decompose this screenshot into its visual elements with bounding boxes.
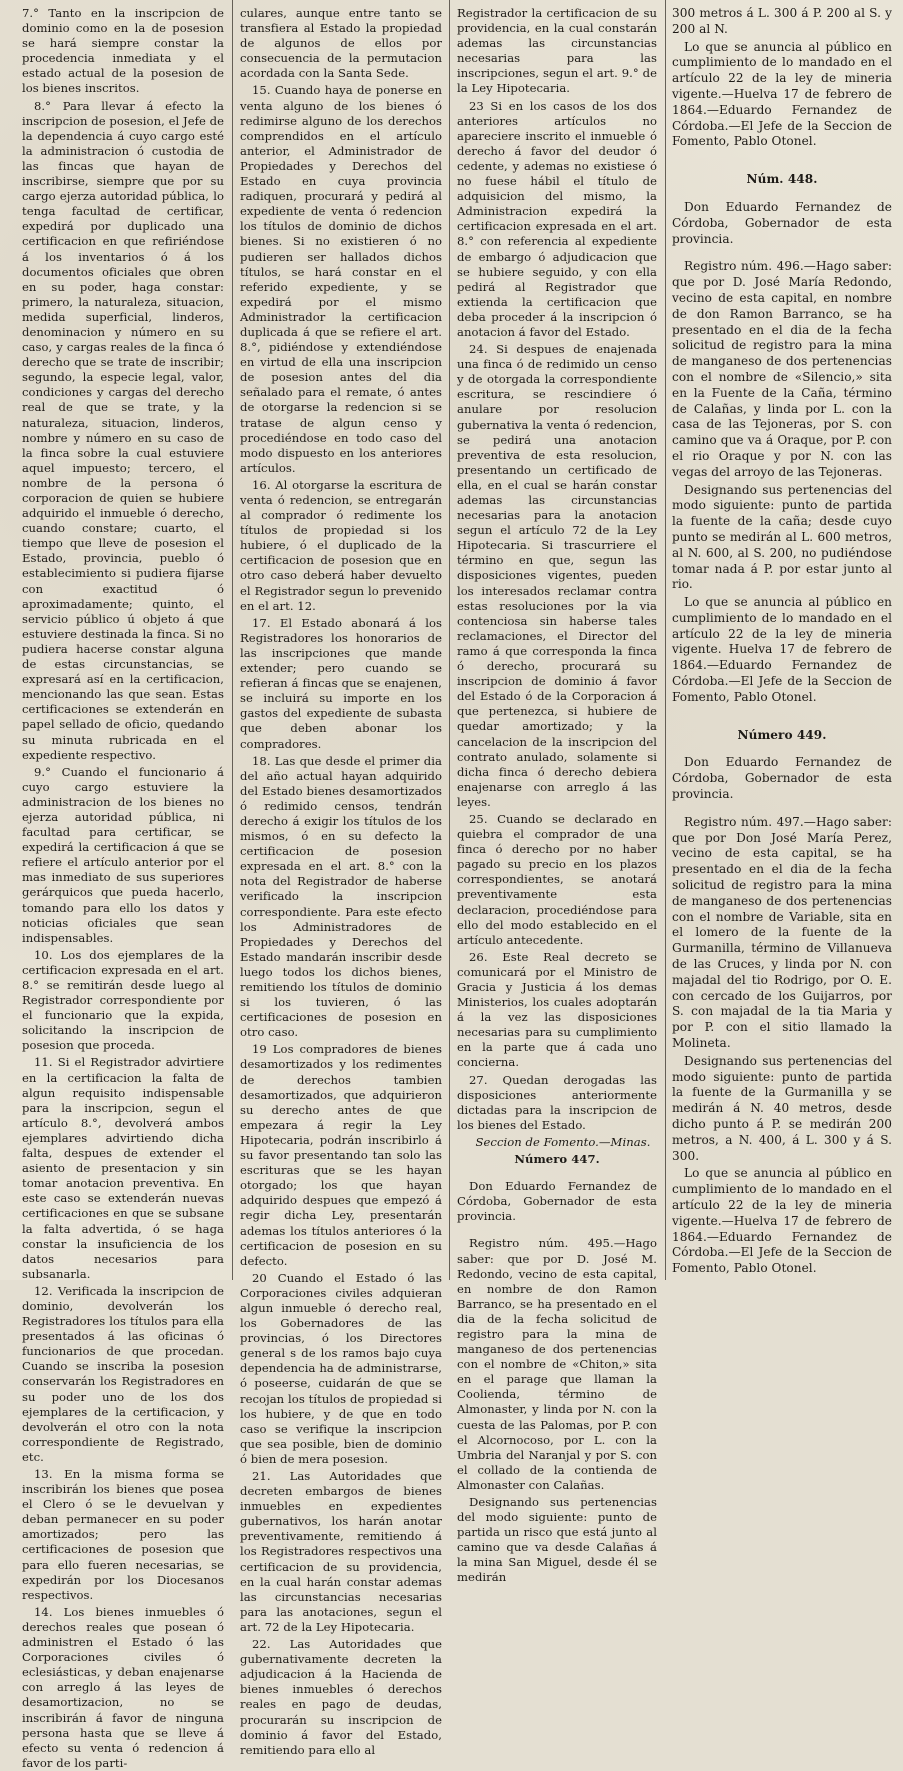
column-rule: [449, 0, 450, 1280]
notice-number: Núm. 448.: [746, 172, 818, 187]
governor-heading: Don Eduardo Fernandez de Córdoba, Gobernador de esta provincia.: [672, 199, 892, 246]
article-paragraph: 20 Cuando el Estado ó las Corporaciones civiles adquieran algun inmueble ó derecho real, los Gobernadores de las provincias, ó los Directores general s de los ramos bajo cuya dependencia ha de administrarse, ó poseerse, cuidarán de que se recojan los títulos de propiedad si los hubiere, y de que en todo caso se verifique la inscripcion que sea posible, bien de dominio ó bien de mera posesion.: [240, 1270, 442, 1466]
article-paragraph: 9.° Cuando el funcionario á cuyo cargo estuviere la administracion de los bienes no ejerza autoridad pública, ni facultad para certificar, se expedirá la certificacion á que se refiere el artículo anterior por el mas inmediato de sus superiores gerárquicos que pueda hacerlo, tomando para ello los datos y noticias oficiales que sean indispensables.: [22, 764, 224, 945]
notice-number: Número 447.: [514, 1152, 600, 1167]
article-paragraph: 12. Verificada la inscripcion de dominio, devolverán los Registradores los títulos para ella presentados á las oficinas ó funcionarios de que procedan. Cuando se inscriba la posesion conservarán los Registradores en su poder uno de los dos ejemplares de la certificacion, y devolverán el otro con la nota correspondiente de Registrado, etc.: [22, 1283, 224, 1464]
article-paragraph: culares, aunque entre tanto se transfiera al Estado la propiedad de algunos de ellos por consecuencia de la permutacion acordada con la Santa Sede.: [240, 6, 442, 81]
column-rule: [665, 0, 666, 1280]
notice-number: Número 449.: [737, 727, 827, 742]
article-paragraph: 11. Si el Registrador advirtiere en la certificacion la falta de algun requisito indispensable para la inscripcion, segun el artículo 8.°, devolverá ambos ejemplares advirtiendo dicha falta, despues de extender el asiento de presentacion y sin tomar anotacion preventiva. En este caso se extenderán nuevas certificaciones en que se subsane la falta advertida, ó se haga constar la insuficiencia de los datos necesarios para subsanarla.: [22, 1055, 224, 1281]
notice-paragraph: 300 metros á L. 300 á P. 200 al S. y 200 al N.: [672, 6, 892, 36]
article-paragraph: Registrador la certificacion de su providencia, en la cual constarán ademas las circunstancias necesarias para las inscripciones, segun el art. 9.° de la Ley Hipotecaria.: [457, 6, 657, 96]
article-paragraph: 8.° Para llevar á efecto la inscripcion de posesion, el Jefe de la dependencia á cuyo cargo esté la administracion ó custodia de las fincas que hayan de inscribirse, siempre que por su cargo ejerza autoridad pública, lo tenga facultad de certificar, expedirá por duplicado una certificacion en que refiriéndose á los inventarios ó á los documentos oficiales que obren en su poder, haga constar: primero, la naturaleza, situacion, medida superficial, linderos, denominacion y número en su caso, y cargas reales de la finca ó derecho que se trate de inscribir; segundo, la especie legal, valor, condiciones y cargas del derecho real de que se trate, y la naturaleza, situacion, linderos, nombre y número en su caso de la finca sobre la cual estuviere aquel impuesto; tercero, el nombre de la persona ó corporacion de quien se hubiere adquirido el inmueble ó derecho, cuando constare; cuarto, el tiempo que lleve de posesion el Estado, provincia, pueblo ó establecimiento si pudiera fijarse con exactitud ó aproximadamente; quinto, el servicio público ú objeto á que estuviere destinada la finca. Si no pudiera hacerse constar alguna de estas circunstancias, se expresará así en la certificacion, mencionando las que sean. Estas certificaciones se extenderán en papel sellado de oficio, quedando su minuta rubricada en el expediente respectivo.: [22, 98, 224, 762]
article-paragraph: 16. Al otorgarse la escritura de venta ó redencion, se entregarán al comprador ó redimente los títulos de propiedad si los hubiere, ó el duplicado de la certificacion de posesion que en otro caso deberá haber devuelto el Registrador segun lo prevenido en el art. 12.: [240, 477, 442, 613]
section-title: Seccion de Fomento.—Minas.: [475, 1134, 651, 1149]
notice-paragraph: Designando sus pertenencias del modo siguiente: punto de partida un risco que está junto al camino que va desde Calañas á la mina San Miguel, desde él se medirán: [457, 1495, 657, 1585]
article-paragraph: 17. El Estado abonará á los Registradores los honorarios de las inscripciones que mande extender; pero cuando se refieran á fincas que se enajenen, se incluirá su importe en los gastos del expediente de subasta que deben abonar los compradores.: [240, 615, 442, 751]
notice-paragraph: Lo que se anuncia al público en cumplimiento de lo mandado en el artículo 22 de la ley de mineria vigente.—Huelva 17 de febrero de 1864.—Eduardo Fernandez de Córdoba.—El Jefe de la Seccion de Fomento, Pablo Otonel.: [672, 1166, 892, 1276]
article-paragraph: 23 Si en los casos de los dos anteriores artículos no apareciere inscrito el inmueble ó derecho á favor del deudor ó cedente, y ademas no existiese ó no fuese hábil el título de adquisicion del mismo, la Administracion expedirá la certificacion expresada en el art. 8.° con referencia al expediente de embargo ó adjudicacion que se hubiere seguido, y con ella pedirá al Registrador que extienda la certificacion que deba proceder á la inscripcion ó anotacion á favor del Estado.: [457, 98, 657, 339]
article-paragraph: 15. Cuando haya de ponerse en venta alguno de los bienes ó redimirse alguno de los derechos comprendidos en el artículo anterior, el Administrador de Propiedades y Derechos del Estado en cuya provincia radiquen, procurará y pedirá al expediente de venta ó redencion los títulos de dominio de dichos bienes. Si no existieren ó no pudieren ser hallados dichos títulos, se hará constar en el referido expediente, y se expedirá por el mismo Administrador la certificacion duplicada á que se refiere el art. 8.°, pidiéndose y extendiéndose en virtud de ella una inscripcion de posesion antes del dia señalado para el remate, ó antes de otorgarse la redencion si se tratase de algun censo y procediéndose en todo caso del modo dispuesto en los anteriores artículos.: [240, 83, 442, 475]
governor-heading: Don Eduardo Fernandez de Córdoba, Gobernador de esta provincia.: [672, 755, 892, 802]
article-paragraph: 24. Si despues de enajenada una finca ó de redimido un censo y de otorgada la correspondiente escritura, se rescindiere ó anulare por resolucion gubernativa la venta ó redencion, se pedirá una anotacion preventiva de esta resolucion, presentando un certificado de ella, en el cual se harán constar ademas las circunstancias necesarias para la anotacion segun el artículo 72 de la Ley Hipotecaria. Si trascurriere el término en que, segun las disposiciones vigentes, pueden los interesados reclamar contra estas resoluciones por la via contenciosa sin haberse tales reclamaciones, el Director del ramo á que corresponda la finca ó derecho, procurará su inscripcion de dominio á favor del Estado ó de la Corporacion á que pertenezca, si hubiere de quedar amortizado; y la cancelacion de la inscripcion del contrato anulado, solamente si dicha finca ó derecho debiera enajenarse con arreglo á las leyes.: [457, 342, 657, 809]
article-paragraph: 18. Las que desde el primer dia del año actual hayan adquirido del Estado bienes desamortizados ó redimido censos, tendrán derecho á exigir los títulos de los mismos, ó en su defecto la certificacion de posesion expresada en el art. 8.° con la nota del Registrador de haberse verificado la inscripcion correspondiente. Para este efecto los Administradores de Propiedades y Derechos del Estado mandarán inscribir desde luego todos los dichos bienes, remitiendo los títulos de dominio si los tuvieren, ó las certificaciones de posesion en otro caso.: [240, 753, 442, 1040]
notice-paragraph: Registro núm. 497.—Hago saber: que por Don José María Perez, vecino de esta capital, se ha presentado en el dia de la fecha solicitud de registro para la mina de manganeso de dos pertenencias con el nombre de Variable, sita en el lomero de la fuente de la Gurmanilla, término de Villanueva de las Cruces, y linda por N. con majadal del tio Rodrigo, por O. E. con cercado de los Guijarros, por S. con majadal de la tia Maria y por P. con el sitio llamado la Molineta.: [672, 814, 892, 1051]
column-rule: [232, 0, 233, 1280]
column-4: [672, 6, 892, 1274]
notice-paragraph: Lo que se anuncia al público en cumplimiento de lo mandado en el artículo 22 de la ley de mineria vigente.—Huelva 17 de febrero de 1864.—Eduardo Fernandez de Córdoba.—El Jefe de la Seccion de Fomento, Pablo Otonel.: [672, 39, 892, 149]
column-3: [457, 6, 657, 1585]
article-paragraph: 22. Las Autoridades que gubernativamente decreten la adjudicacion á la Hacienda de bienes inmuebles ó derechos reales en pago de deudas, procurarán su inscripcion de dominio á favor del Estado, remitiendo para ello al: [240, 1637, 442, 1757]
article-paragraph: 19 Los compradores de bienes desamortizados y los redimentes de derechos tambien desamortizados, que adquirieron su derecho antes de que empezara á regir la Ley Hipotecaria, podrán inscribirlo á su favor presentando tan solo las escrituras que se les hayan otorgado; los que hayan adquirido despues que empezó á regir dicha Ley, presentarán ademas los títulos anteriores ó la certificacion de posesion en su defecto.: [240, 1042, 442, 1268]
article-paragraph: 27. Quedan derogadas las disposiciones anteriormente dictadas para la inscripcion de los bienes del Estado.: [457, 1072, 657, 1132]
governor-heading: Don Eduardo Fernandez de Córdoba, Gobernador de esta provincia.: [457, 1179, 657, 1224]
notice-paragraph: Lo que se anuncia al público en cumplimiento de lo mandado en el artículo 22 de la ley de mineria vigente. Huelva 17 de febrero de 1864.—Eduardo Fernandez de Córdoba.—El Jefe de la Seccion de Fomento, Pablo Otonel.: [672, 595, 892, 704]
notice-paragraph: Registro núm. 496.—Hago saber: que por D. José María Redondo, vecino de esta capital, en nombre de don Ramon Barranco, se ha presentado en el dia de la fecha solicitud de registro para la mina de manganeso de dos pertenencias con el nombre de «Silencio,» sita en la Fuente de la Caña, término de Calañas, y linda por L. con la casa de las Tejoneras, por S. con camino que va á Oraque, por P. con el rio Oraque y por N. con las vegas del arroyo de las Tejoneras.: [672, 259, 892, 479]
article-paragraph: 13. En la misma forma se inscribirán los bienes que posea el Clero ó se le devuelvan y deban permanecer en su poder amortizados; pero las certificaciones de posesion que para ello fueren necesarias, se expedirán por los Diocesanos respectivos.: [22, 1467, 224, 1602]
notice-paragraph: Designando sus pertenencias del modo siguiente: punto de partida la fuente de la Gurmanilla y se medirán á N. 40 metros, desde dicho punto á P. se medirán 200 metros, a N. 400, á L. 300 y á S. 300.: [672, 1053, 892, 1163]
article-paragraph: 25. Cuando se declarado en quiebra el comprador de una finca ó derecho por no haber pagado su precio en los plazos correspondientes, se anotará preventivamente esta declaracion, procediéndose para ello del modo establecido en el artículo antecedente.: [457, 811, 657, 947]
article-paragraph: 10. Los dos ejemplares de la certificacion expresada en el art. 8.° se remitirán desde luego al Registrador correspondiente por el funcionario que la expida, solicitando la inscripcion de posesion que proceda.: [22, 947, 224, 1053]
notice-paragraph: Designando sus pertenencias del modo siguiente: punto de partida la fuente de la caña; desde cuyo punto se medirán al L. 600 metros, al N. 600, al S. 200, no pudiéndose tomar nada á P. por estar junto al rio.: [672, 482, 892, 592]
column-2: [240, 6, 442, 1757]
article-paragraph: 26. Este Real decreto se comunicará por el Ministro de Gracia y Justicia á los demas Ministerios, los cuales adoptarán á la vez las disposiciones necesarias para su cumplimiento en la parte que á cada uno concierna.: [457, 949, 657, 1070]
article-paragraph: 21. Las Autoridades que decreten embargos de bienes inmuebles en expedientes gubernativos, los harán anotar preventivamente, remitiendo á los Registradores respectivos una certificacion de su providencia, en la cual harán constar ademas las circunstancias necesarias para las anotaciones, segun el art. 72 de la Ley Hipotecaria.: [240, 1469, 442, 1634]
article-paragraph: 7.° Tanto en la inscripcion de dominio como en la de posesion se hará siempre constar la procedencia inmediata y el estado actual de la posesion de los bienes inscritos.: [22, 6, 224, 96]
column-1: [22, 6, 224, 1770]
article-paragraph: 14. Los bienes inmuebles ó derechos reales que posean ó administren el Estado ó las Corporaciones civiles ó eclesiásticas, y deban enajenarse con arreglo á las leyes de desamortizacion, no se inscribirán á favor de ninguna persona hasta que se lleve á efecto su venta ó redencion á favor de los parti-: [22, 1604, 224, 1770]
notice-paragraph: Registro núm. 495.—Hago saber: que por D. José M. Redondo, vecino de esta capital, en nombre de don Ramon Barranco, se ha presentado en el dia de la fecha solicitud de registro para la mina de manganeso de dos pertenencias con el nombre de «Chiton,» sita en el parage que llaman la Coolienda, término de Almonaster, y linda por N. con la cuesta de las Palomas, por P. con el Alcornocoso, por L. con la Umbria del Naranjal y por S. con el collado de la contienda de Almonaster con Calañas.: [457, 1236, 657, 1492]
